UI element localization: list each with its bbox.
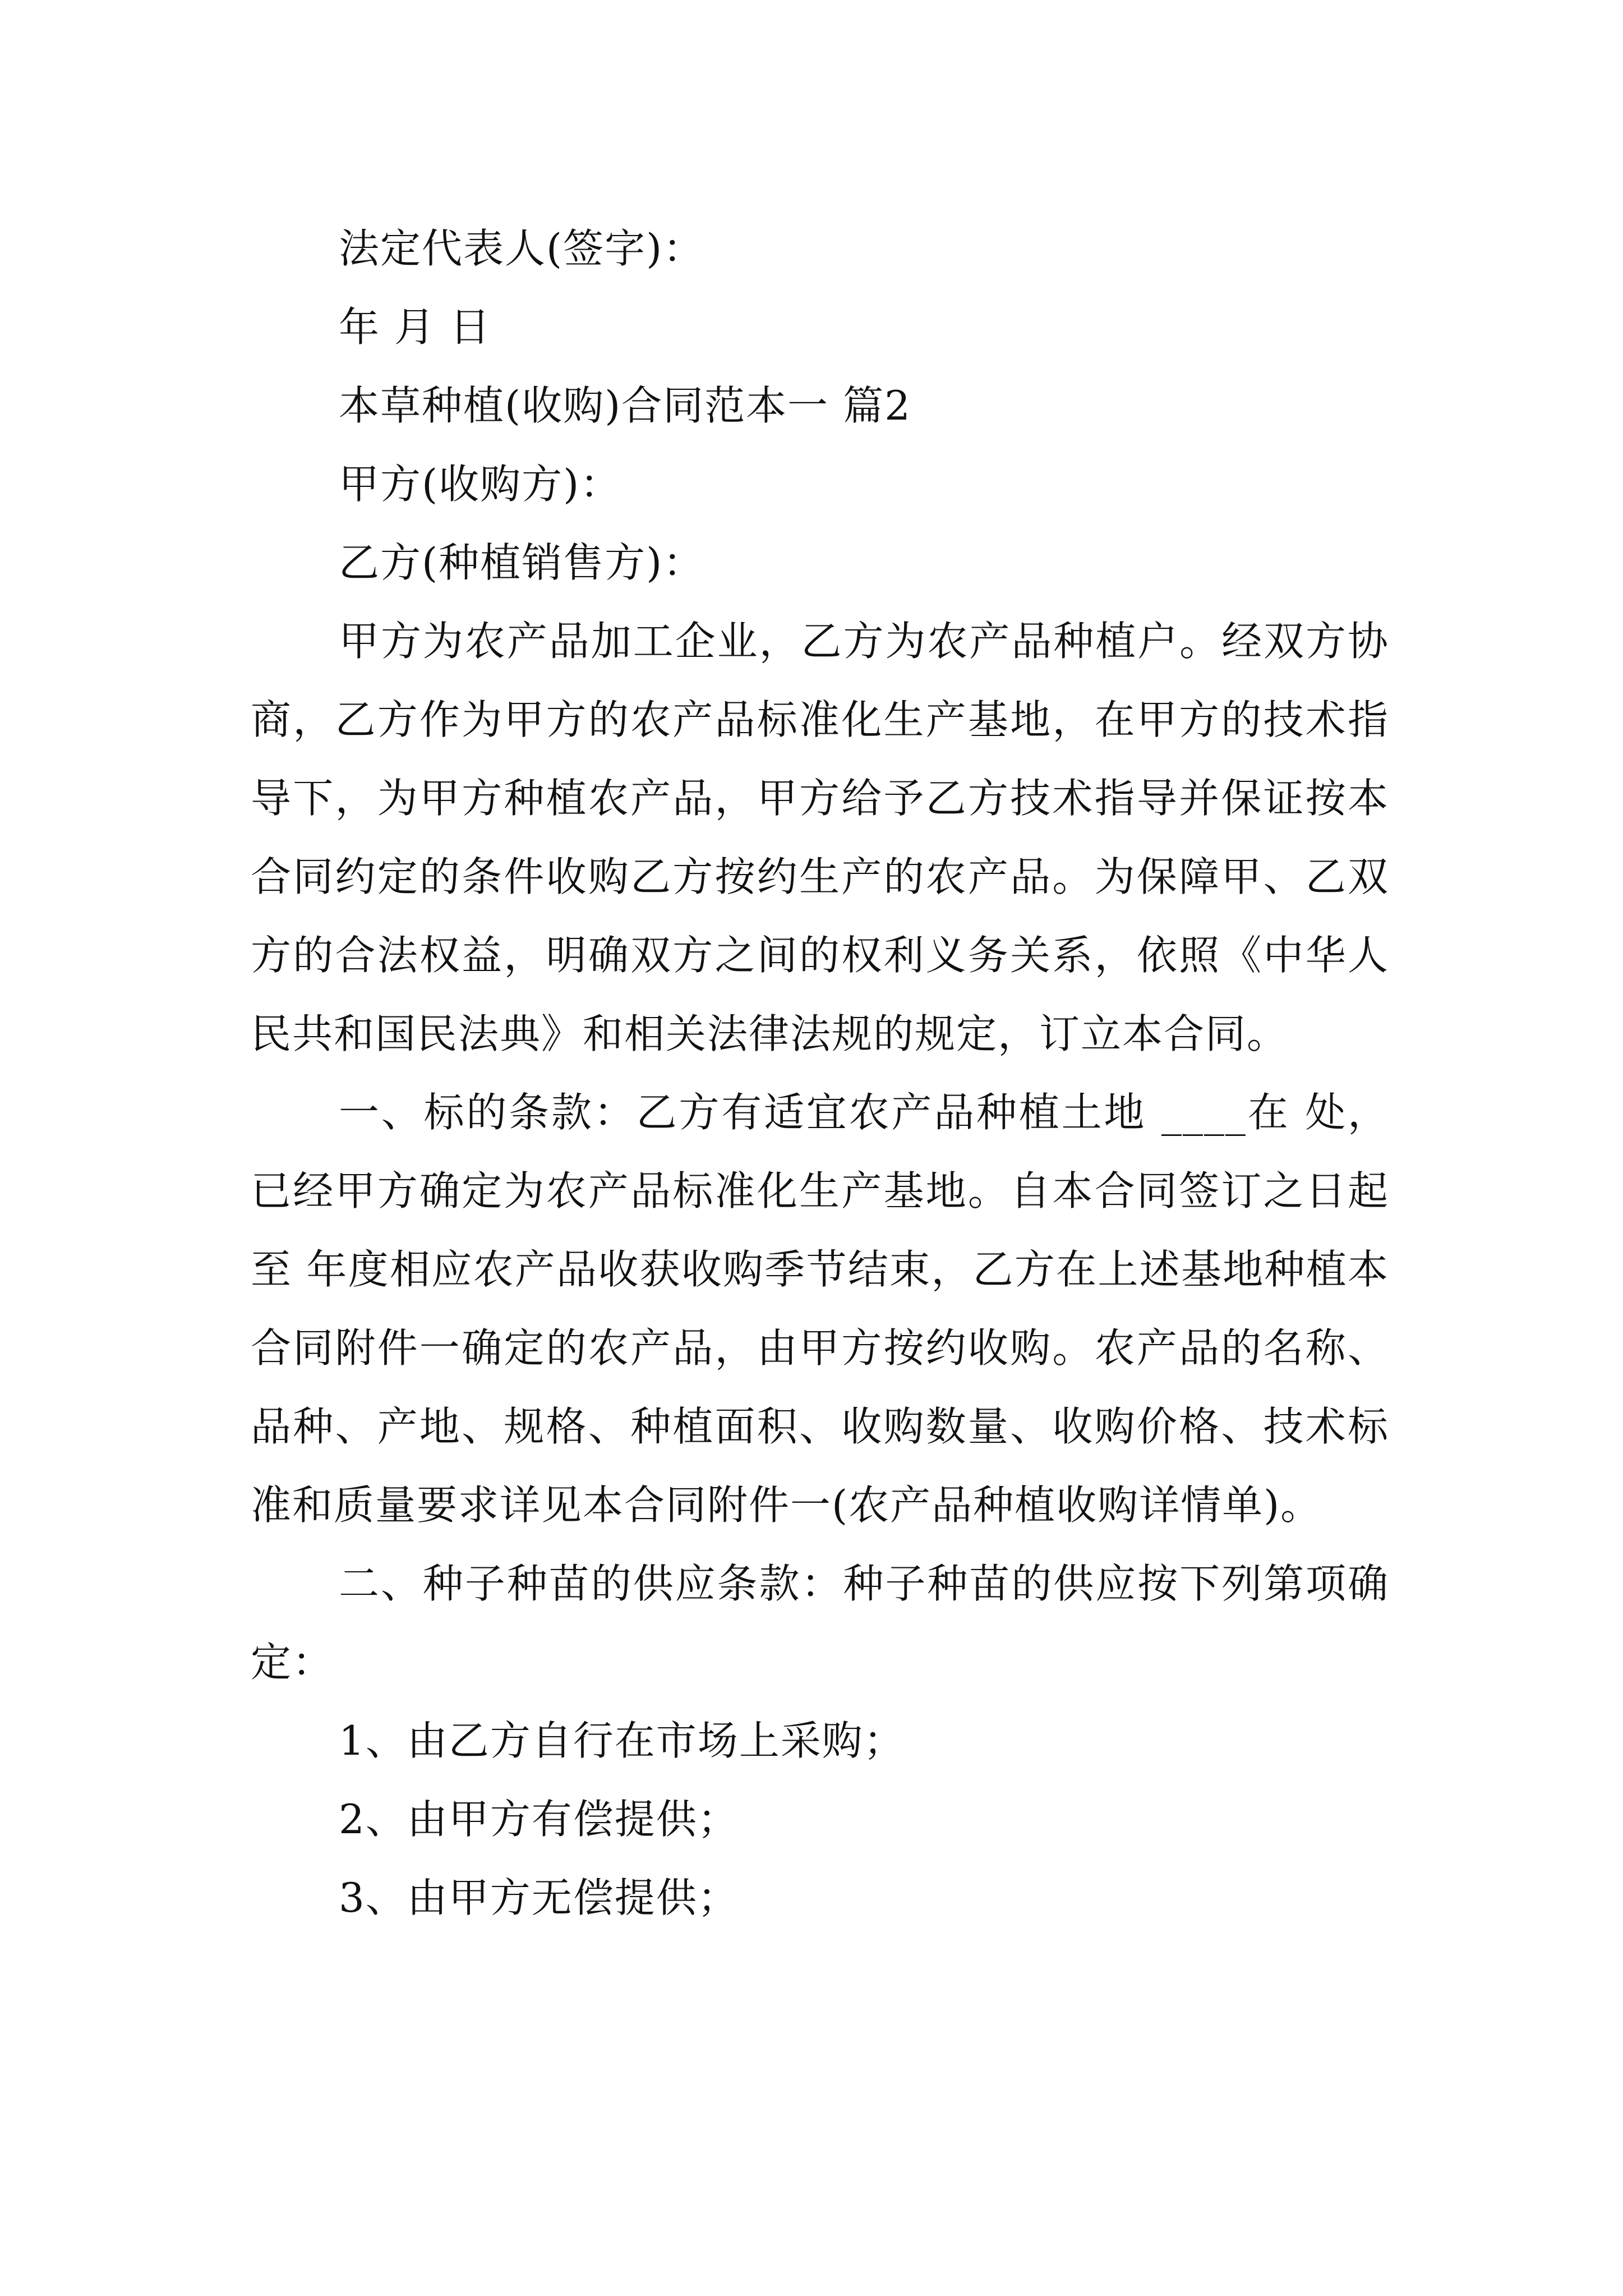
list-item: 2、由甲方有偿提供；: [339, 1796, 739, 1843]
list-item: 3、由甲方无偿提供；: [339, 1874, 739, 1921]
party-b-line: 乙方(种植销售方)：: [339, 539, 705, 586]
contract-title: 本草种植(收购)合同范本一 篇2: [339, 382, 911, 429]
clause-2-paragraph: 二、种子种苗的供应条款：种子种苗的供应按下列第项确定：: [251, 1560, 1389, 1686]
preamble-paragraph: 甲方为农产品加工企业，乙方为农产品种植户。经双方协商，乙方作为甲方的农产品标准化生产基地，在甲方的技术指导下，为甲方种植农产品，甲方给予乙方技术指导并保证按本合同约定的条件收购乙方按约生产的农产品。为保障甲、乙双方的合法权益，明确双方之间的权利义务关系，依照《中华人民共和国民法典》和相关法律法规的规定，订立本合同。: [251, 618, 1389, 1057]
signature-line: 法定代表人(签字)：: [339, 225, 705, 272]
document-body: [251, 209, 1389, 1937]
clause-1-paragraph: 一、标的条款：乙方有适宜农产品种植土地 ____在 处，已经甲方确定为农产品标准化生产基地。自本合同签订之日起至 年度相应农产品收获收购季节结束，乙方在上述基地种植本合同附件一确定的农产品，由甲方按约收购。农产品的名称、品种、产地、规格、种植面积、收购数量、收购价格、技术标准和质量要求详见本合同附件一(农产品种植收购详情单)。: [251, 1089, 1389, 1529]
party-a-line: 甲方(收购方)：: [339, 461, 622, 508]
list-item: 1、由乙方自行在市场上采购；: [339, 1717, 905, 1764]
date-line: 年 月 日: [339, 303, 491, 351]
